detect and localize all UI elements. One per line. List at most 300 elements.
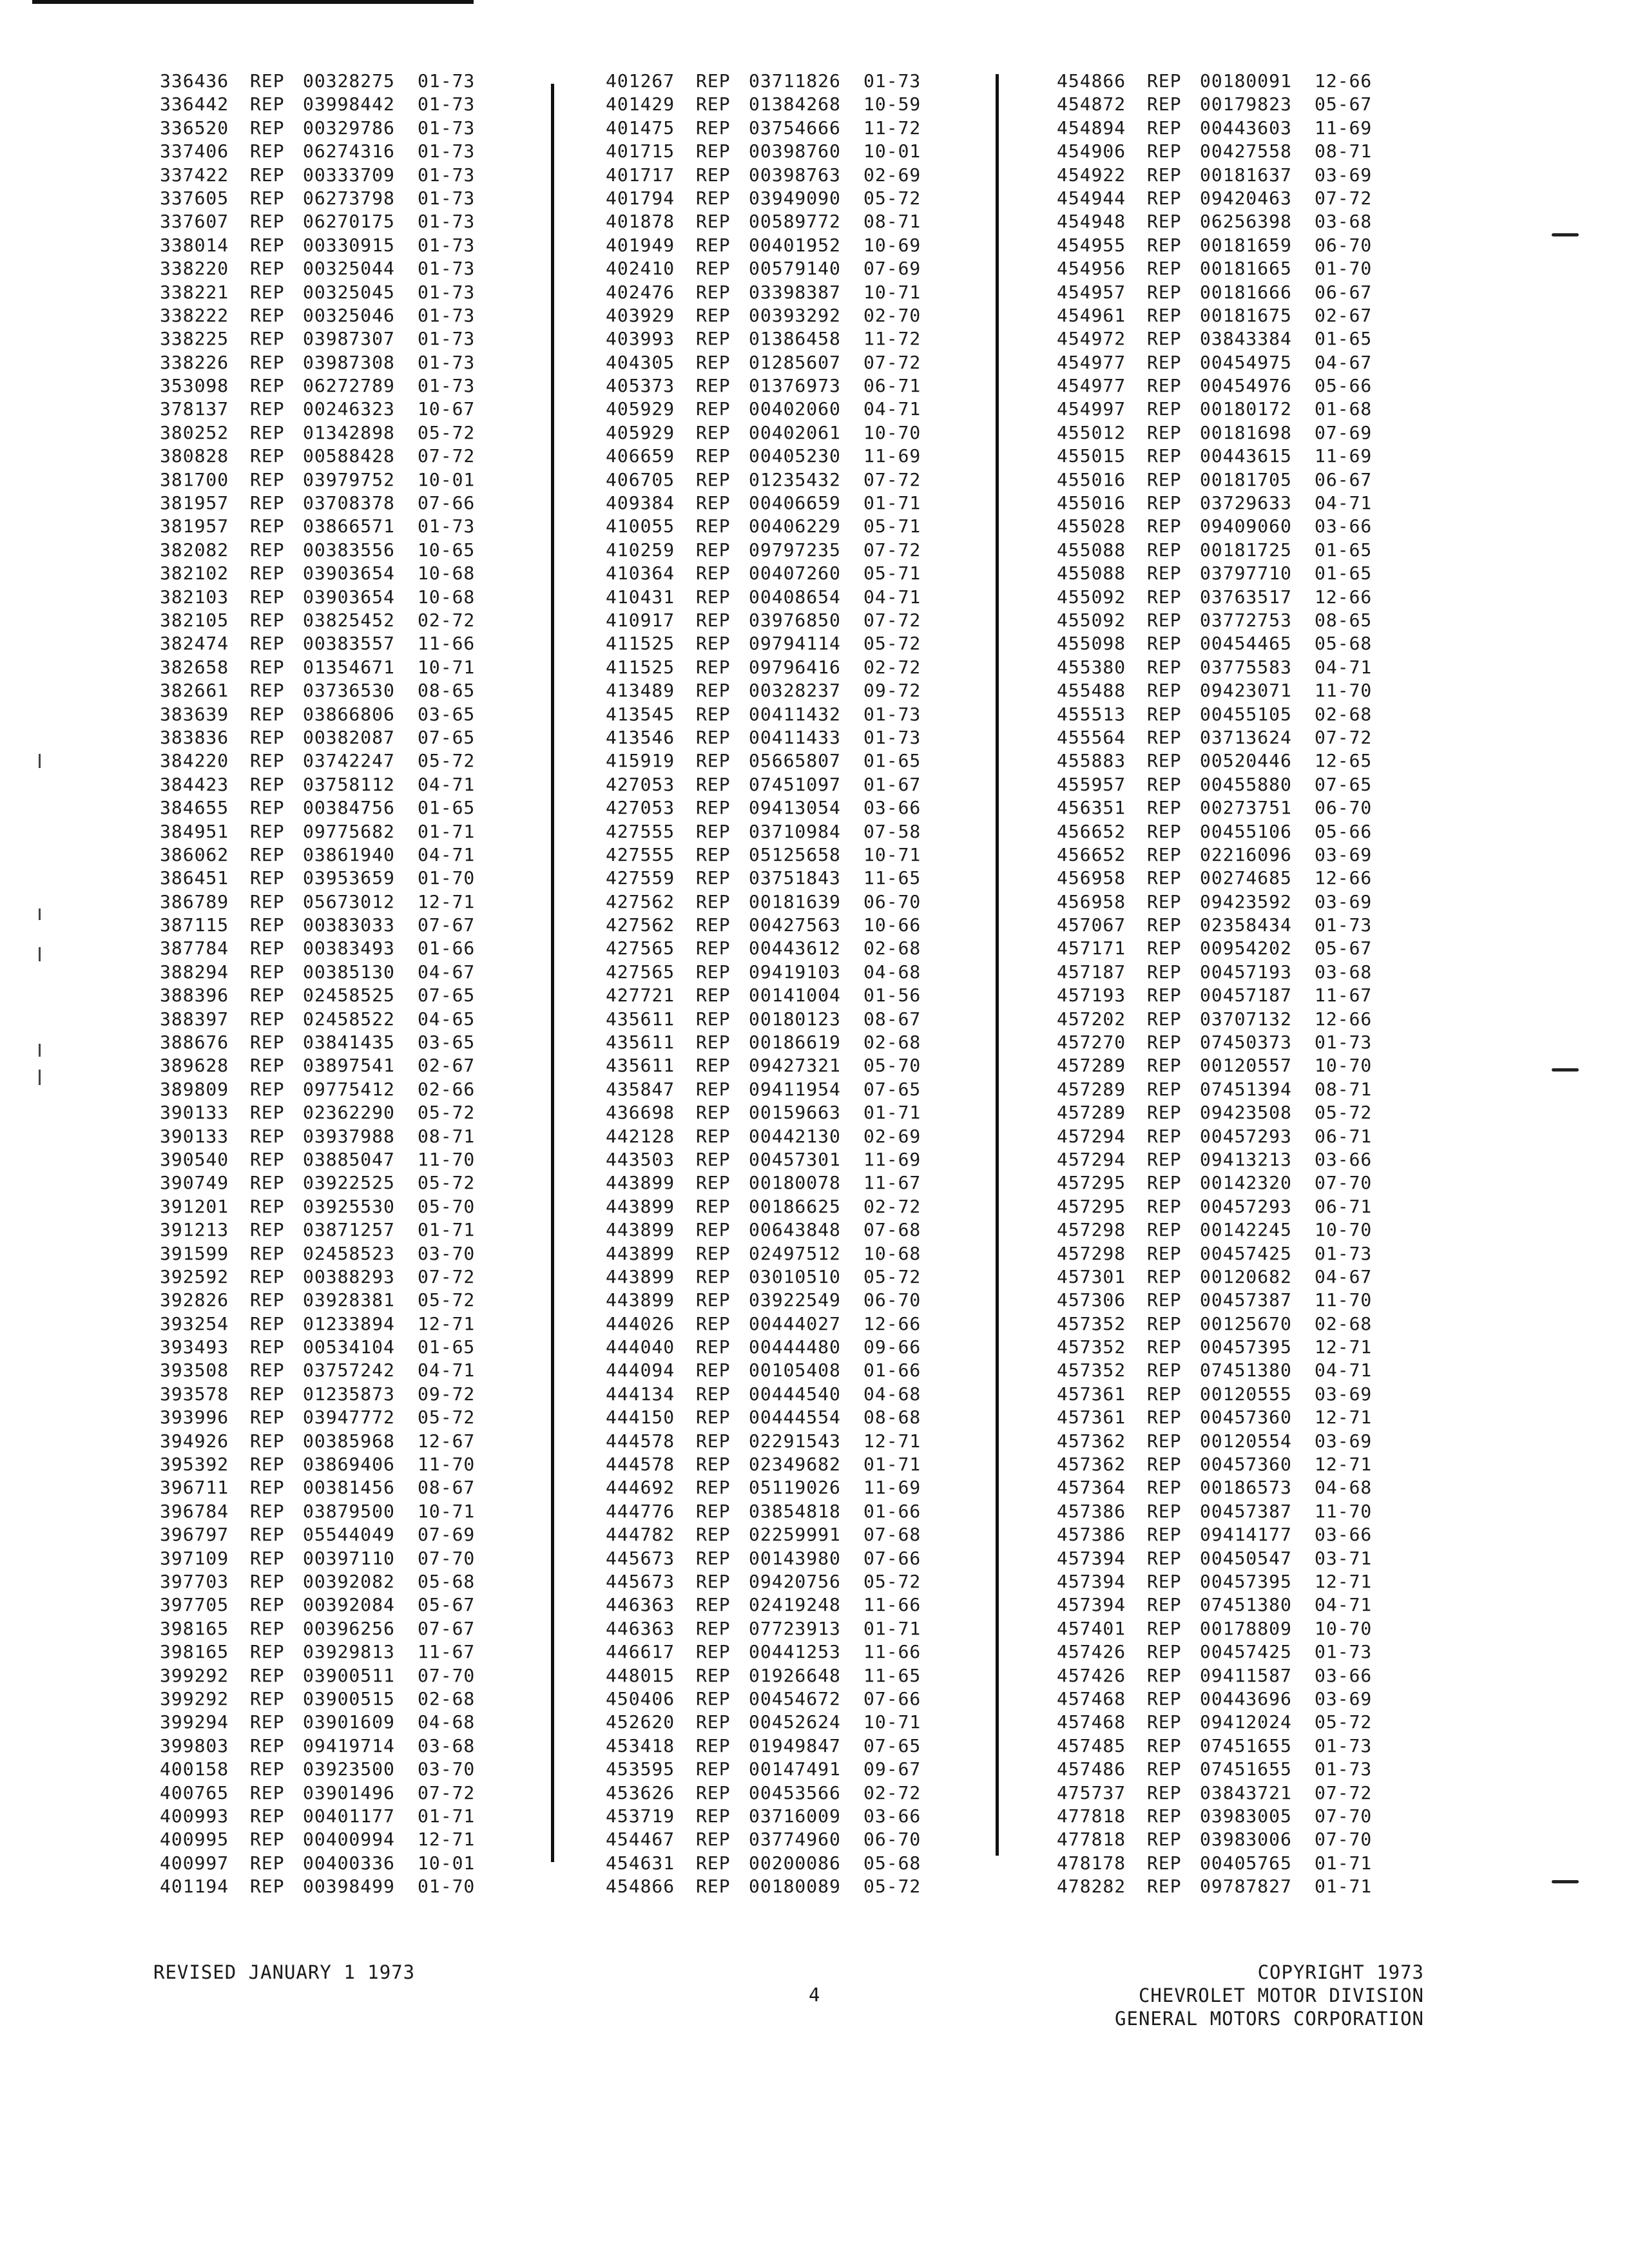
effective-date: 02-69	[863, 164, 921, 186]
effective-date: 04-68	[1315, 1477, 1373, 1499]
part-row	[1057, 1265, 1456, 1289]
effective-date: 01-73	[1315, 1758, 1373, 1780]
part-row	[160, 468, 559, 492]
effective-date: 01-73	[418, 328, 476, 350]
status-code: REP	[696, 515, 731, 537]
replacement-number: 02458525	[303, 985, 395, 1006]
effective-date: 03-69	[1315, 1430, 1373, 1452]
status-code: REP	[250, 1829, 285, 1850]
effective-date: 06-70	[1315, 797, 1373, 819]
part-number: 401429	[606, 93, 675, 115]
replacement-number: 00454976	[1200, 375, 1292, 397]
part-row	[160, 1852, 559, 1875]
part-number: 401794	[606, 187, 675, 209]
status-code: REP	[250, 633, 285, 655]
status-code: REP	[1147, 633, 1182, 655]
status-code: REP	[1147, 609, 1182, 631]
part-number: 457468	[1057, 1687, 1126, 1709]
status-code: REP	[1147, 1524, 1182, 1546]
part-number: 427053	[606, 797, 675, 819]
replacement-number: 03871257	[303, 1219, 395, 1241]
part-row	[606, 1218, 1005, 1242]
status-code: REP	[1147, 1829, 1182, 1850]
part-row	[1057, 843, 1456, 867]
status-code: REP	[1147, 1360, 1182, 1381]
replacement-number: 00520446	[1200, 750, 1292, 772]
part-row	[606, 1242, 1005, 1265]
effective-date: 05-68	[418, 1571, 476, 1592]
replacement-number: 09787827	[1200, 1876, 1292, 1898]
part-row	[606, 539, 1005, 562]
replacement-number: 03928381	[303, 1289, 395, 1311]
replacement-number: 03979752	[303, 468, 395, 490]
effective-date: 02-68	[418, 1687, 476, 1709]
part-number: 382474	[160, 633, 229, 655]
replacement-number: 01285607	[749, 351, 841, 373]
part-row	[606, 1148, 1005, 1171]
replacement-number: 00120555	[1200, 1383, 1292, 1405]
part-number: 444150	[606, 1407, 675, 1428]
replacement-number: 01235432	[749, 468, 841, 490]
part-number: 436698	[606, 1102, 675, 1124]
replacement-number: 00405230	[749, 445, 841, 467]
effective-date: 07-66	[863, 1547, 921, 1569]
part-number: 384220	[160, 750, 229, 772]
status-code: REP	[250, 375, 285, 397]
replacement-number: 00246323	[303, 398, 395, 420]
part-number: 409384	[606, 492, 675, 514]
part-number: 427555	[606, 820, 675, 842]
status-code: REP	[696, 70, 731, 91]
margin-tick-mark	[1552, 1068, 1579, 1072]
effective-date: 12-66	[863, 1312, 921, 1334]
status-code: REP	[1147, 1430, 1182, 1452]
replacement-number: 03707132	[1200, 1008, 1292, 1030]
part-row	[606, 656, 1005, 679]
status-code: REP	[250, 1735, 285, 1756]
replacement-number: 03922525	[303, 1172, 395, 1194]
effective-date: 12-71	[418, 1829, 476, 1850]
effective-date: 10-71	[418, 656, 476, 678]
part-number: 395392	[160, 1454, 229, 1475]
part-row	[160, 1687, 559, 1711]
replacement-number: 09423508	[1200, 1102, 1292, 1124]
effective-date: 07-58	[863, 820, 921, 842]
effective-date: 03-66	[863, 797, 921, 819]
part-number: 435611	[606, 1032, 675, 1053]
part-number: 380252	[160, 421, 229, 443]
status-code: REP	[1147, 1383, 1182, 1405]
replacement-number: 03987307	[303, 328, 395, 350]
part-row	[160, 632, 559, 655]
replacement-number: 00180091	[1200, 70, 1292, 91]
replacement-number: 03866806	[303, 703, 395, 725]
effective-date: 01-65	[418, 797, 476, 819]
part-row	[160, 914, 559, 937]
part-row	[1057, 632, 1456, 655]
status-code: REP	[1147, 515, 1182, 537]
part-row	[1057, 914, 1456, 937]
replacement-number: 02291543	[749, 1430, 841, 1452]
replacement-number: 00385968	[303, 1430, 395, 1452]
status-code: REP	[1147, 1289, 1182, 1311]
replacement-number: 00325046	[303, 304, 395, 326]
status-code: REP	[250, 1360, 285, 1381]
part-number: 397109	[160, 1547, 229, 1569]
effective-date: 01-73	[418, 304, 476, 326]
part-row	[160, 117, 559, 140]
replacement-number: 03869406	[303, 1454, 395, 1475]
parts-column-2	[606, 70, 1005, 1898]
replacement-number: 00180078	[749, 1172, 841, 1194]
status-code: REP	[1147, 258, 1182, 280]
part-row	[1057, 1476, 1456, 1499]
part-row	[606, 890, 1005, 914]
effective-date: 07-66	[863, 1687, 921, 1709]
status-code: REP	[1147, 750, 1182, 772]
part-number: 457193	[1057, 985, 1126, 1006]
replacement-number: 00588428	[303, 445, 395, 467]
part-number: 435847	[606, 1078, 675, 1100]
status-code: REP	[1147, 843, 1182, 865]
part-number: 381957	[160, 515, 229, 537]
part-row	[160, 1312, 559, 1336]
replacement-number: 07451380	[1200, 1360, 1292, 1381]
part-row	[1057, 867, 1456, 890]
status-code: REP	[1147, 421, 1182, 443]
part-number: 410259	[606, 539, 675, 561]
status-code: REP	[696, 375, 731, 397]
effective-date: 05-72	[863, 187, 921, 209]
effective-date: 07-67	[418, 1617, 476, 1639]
effective-date: 07-72	[418, 445, 476, 467]
part-number: 386451	[160, 867, 229, 889]
part-number: 457187	[1057, 961, 1126, 983]
effective-date: 05-66	[1315, 820, 1373, 842]
effective-date: 05-67	[1315, 93, 1373, 115]
status-code: REP	[250, 797, 285, 819]
status-code: REP	[696, 1547, 731, 1569]
part-row	[606, 1476, 1005, 1499]
replacement-number: 03987308	[303, 351, 395, 373]
part-number: 392592	[160, 1265, 229, 1287]
part-row	[606, 586, 1005, 609]
status-code: REP	[1147, 1265, 1182, 1287]
status-code: REP	[250, 1454, 285, 1475]
status-code: REP	[696, 1289, 731, 1311]
replacement-number: 00589772	[749, 211, 841, 233]
part-row	[606, 1500, 1005, 1523]
effective-date: 01-65	[1315, 562, 1373, 584]
status-code: REP	[1147, 117, 1182, 139]
part-number: 337422	[160, 164, 229, 186]
part-number: 457386	[1057, 1524, 1126, 1546]
part-row	[160, 1453, 559, 1476]
part-row	[160, 539, 559, 562]
status-code: REP	[696, 1055, 731, 1077]
part-number: 455380	[1057, 656, 1126, 678]
part-number: 400993	[160, 1805, 229, 1827]
replacement-number: 00457301	[749, 1148, 841, 1170]
part-row	[160, 1406, 559, 1429]
effective-date: 05-71	[863, 562, 921, 584]
status-code: REP	[1147, 1852, 1182, 1874]
part-number: 393996	[160, 1407, 229, 1428]
part-number: 457352	[1057, 1336, 1126, 1358]
part-number: 457289	[1057, 1102, 1126, 1124]
status-code: REP	[696, 539, 731, 561]
part-number: 446363	[606, 1617, 675, 1639]
replacement-number: 00398763	[749, 164, 841, 186]
part-number: 454866	[1057, 70, 1126, 91]
status-code: REP	[696, 187, 731, 209]
part-row	[160, 1265, 559, 1289]
effective-date: 01-70	[418, 867, 476, 889]
status-code: REP	[1147, 1102, 1182, 1124]
effective-date: 07-66	[418, 492, 476, 514]
part-row	[1057, 445, 1456, 468]
replacement-number: 03949090	[749, 187, 841, 209]
effective-date: 03-66	[1315, 515, 1373, 537]
status-code: REP	[250, 1852, 285, 1874]
part-row	[606, 1430, 1005, 1453]
effective-date: 11-69	[863, 1148, 921, 1170]
replacement-number: 00181637	[1200, 164, 1292, 186]
part-row	[1057, 515, 1456, 538]
part-number: 382658	[160, 656, 229, 678]
replacement-number: 07451655	[1200, 1735, 1292, 1756]
replacement-number: 03885047	[303, 1148, 395, 1170]
replacement-number: 00181665	[1200, 258, 1292, 280]
replacement-number: 00186625	[749, 1195, 841, 1217]
part-number: 454997	[1057, 398, 1126, 420]
part-row	[160, 210, 559, 233]
effective-date: 01-56	[863, 985, 921, 1006]
status-code: REP	[1147, 304, 1182, 326]
status-code: REP	[250, 1571, 285, 1592]
part-row	[1057, 281, 1456, 304]
part-row	[606, 1664, 1005, 1687]
effective-date: 01-67	[863, 773, 921, 795]
status-code: REP	[250, 1312, 285, 1334]
part-number: 457171	[1057, 937, 1126, 959]
part-number: 391213	[160, 1219, 229, 1241]
effective-date: 06-70	[863, 1829, 921, 1850]
part-number: 453418	[606, 1735, 675, 1756]
replacement-number: 03923500	[303, 1758, 395, 1780]
part-row	[606, 1359, 1005, 1382]
effective-date: 01-71	[863, 1454, 921, 1475]
effective-date: 12-66	[1315, 867, 1373, 889]
effective-date: 07-65	[863, 1078, 921, 1100]
part-number: 435611	[606, 1008, 675, 1030]
effective-date: 02-66	[418, 1078, 476, 1100]
replacement-number: 00455880	[1200, 773, 1292, 795]
part-row	[606, 1782, 1005, 1805]
part-row	[606, 820, 1005, 843]
replacement-number: 07723913	[749, 1617, 841, 1639]
replacement-number: 00181666	[1200, 281, 1292, 303]
effective-date: 01-73	[1315, 1032, 1373, 1053]
part-number: 427721	[606, 985, 675, 1006]
effective-date: 07-68	[863, 1219, 921, 1241]
replacement-number: 02349682	[749, 1454, 841, 1475]
part-number: 457202	[1057, 1008, 1126, 1030]
effective-date: 01-73	[418, 375, 476, 397]
part-row	[606, 867, 1005, 890]
replacement-number: 03897541	[303, 1055, 395, 1077]
part-number: 443899	[606, 1195, 675, 1217]
replacement-number: 00328237	[749, 680, 841, 702]
replacement-number: 00181705	[1200, 468, 1292, 490]
replacement-number: 01342898	[303, 421, 395, 443]
replacement-number: 09794114	[749, 633, 841, 655]
margin-scratch-mark	[39, 754, 41, 768]
effective-date: 08-67	[418, 1477, 476, 1499]
part-row	[606, 843, 1005, 867]
status-code: REP	[250, 703, 285, 725]
replacement-number: 00181675	[1200, 304, 1292, 326]
effective-date: 01-71	[863, 1102, 921, 1124]
part-number: 453719	[606, 1805, 675, 1827]
part-row	[606, 796, 1005, 820]
part-number: 402476	[606, 281, 675, 303]
effective-date: 09-72	[418, 1383, 476, 1405]
part-row	[1057, 1547, 1456, 1570]
effective-date: 07-70	[1315, 1172, 1373, 1194]
part-number: 457361	[1057, 1407, 1126, 1428]
part-row	[606, 609, 1005, 632]
part-row	[160, 1500, 559, 1523]
status-code: REP	[250, 914, 285, 936]
effective-date: 03-66	[1315, 1664, 1373, 1686]
part-row	[1057, 1125, 1456, 1148]
part-row	[606, 914, 1005, 937]
status-code: REP	[250, 492, 285, 514]
part-number: 457289	[1057, 1055, 1126, 1077]
status-code: REP	[1147, 375, 1182, 397]
part-number: 400997	[160, 1852, 229, 1874]
effective-date: 06-70	[863, 1289, 921, 1311]
replacement-number: 03879500	[303, 1500, 395, 1522]
part-row	[606, 1593, 1005, 1617]
effective-date: 02-67	[1315, 304, 1373, 326]
effective-date: 01-66	[863, 1360, 921, 1381]
status-code: REP	[696, 211, 731, 233]
status-code: REP	[696, 914, 731, 936]
effective-date: 06-71	[1315, 1195, 1373, 1217]
effective-date: 11-65	[863, 867, 921, 889]
effective-date: 08-67	[863, 1008, 921, 1030]
replacement-number: 03010510	[749, 1265, 841, 1287]
part-row	[1057, 210, 1456, 233]
part-row	[1057, 1242, 1456, 1265]
effective-date: 01-73	[418, 70, 476, 91]
effective-date: 03-69	[1315, 164, 1373, 186]
status-code: REP	[1147, 1172, 1182, 1194]
status-code: REP	[696, 750, 731, 772]
replacement-number: 03758112	[303, 773, 395, 795]
part-row	[606, 1547, 1005, 1570]
replacement-number: 03843721	[1200, 1782, 1292, 1803]
part-row	[1057, 1500, 1456, 1523]
part-row	[160, 1805, 559, 1828]
effective-date: 11-66	[863, 1594, 921, 1616]
status-code: REP	[250, 985, 285, 1006]
effective-date: 07-65	[418, 985, 476, 1006]
effective-date: 07-70	[1315, 1805, 1373, 1827]
effective-date: 10-01	[863, 140, 921, 162]
effective-date: 11-69	[863, 445, 921, 467]
status-code: REP	[250, 211, 285, 233]
part-number: 455564	[1057, 726, 1126, 748]
replacement-number: 00643848	[749, 1219, 841, 1241]
status-code: REP	[1147, 562, 1182, 584]
part-row	[160, 374, 559, 398]
effective-date: 07-70	[1315, 1829, 1373, 1850]
part-number: 457401	[1057, 1617, 1126, 1639]
effective-date: 04-71	[418, 843, 476, 865]
part-row	[1057, 1430, 1456, 1453]
part-number: 337607	[160, 211, 229, 233]
part-number: 456652	[1057, 843, 1126, 865]
parts-column-1	[160, 70, 559, 1898]
replacement-number: 01384268	[749, 93, 841, 115]
status-code: REP	[250, 1687, 285, 1709]
part-number: 413545	[606, 703, 675, 725]
status-code: REP	[696, 843, 731, 865]
effective-date: 11-67	[418, 1641, 476, 1663]
replacement-number: 00180172	[1200, 398, 1292, 420]
status-code: REP	[1147, 1454, 1182, 1475]
part-row	[160, 234, 559, 257]
status-code: REP	[1147, 1641, 1182, 1663]
effective-date: 06-67	[1315, 468, 1373, 490]
status-code: REP	[250, 1758, 285, 1780]
part-number: 353098	[160, 375, 229, 397]
status-code: REP	[1147, 1312, 1182, 1334]
status-code: REP	[696, 258, 731, 280]
status-code: REP	[696, 351, 731, 373]
replacement-number: 03854818	[749, 1500, 841, 1522]
effective-date: 08-71	[1315, 140, 1373, 162]
effective-date: 12-71	[418, 890, 476, 912]
status-code: REP	[696, 234, 731, 256]
part-row	[160, 492, 559, 515]
replacement-number: 00443603	[1200, 117, 1292, 139]
part-row	[606, 1758, 1005, 1781]
part-number: 477818	[1057, 1805, 1126, 1827]
part-row	[1057, 304, 1456, 327]
status-code: REP	[696, 1032, 731, 1053]
effective-date: 05-72	[1315, 1711, 1373, 1733]
part-row	[160, 890, 559, 914]
effective-date: 11-72	[863, 328, 921, 350]
part-number: 388396	[160, 985, 229, 1006]
part-number: 427565	[606, 961, 675, 983]
replacement-number: 09411587	[1200, 1664, 1292, 1686]
replacement-number: 03983006	[1200, 1829, 1292, 1850]
replacement-number: 00452624	[749, 1711, 841, 1733]
replacement-number: 00411432	[749, 703, 841, 725]
status-code: REP	[696, 961, 731, 983]
replacement-number: 00406229	[749, 515, 841, 537]
part-row	[160, 609, 559, 632]
replacement-number: 00457387	[1200, 1500, 1292, 1522]
part-number: 457270	[1057, 1032, 1126, 1053]
part-row	[606, 937, 1005, 960]
part-number: 401715	[606, 140, 675, 162]
